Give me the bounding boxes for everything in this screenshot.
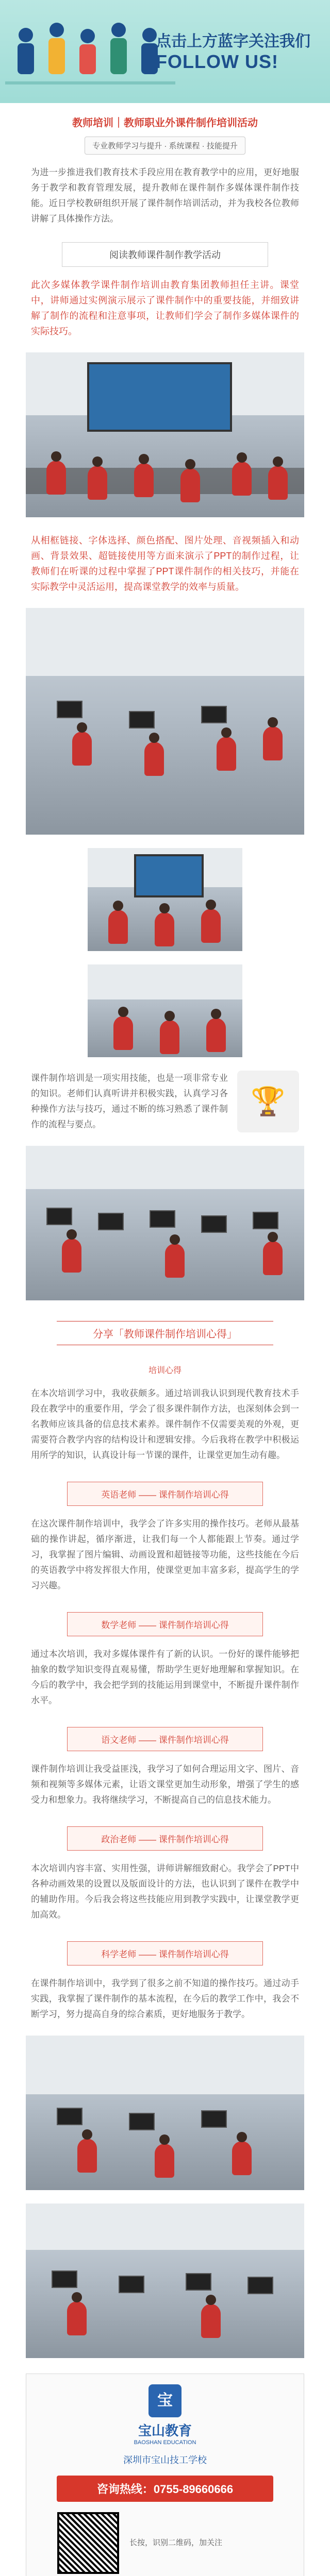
qr-code-icon[interactable] <box>57 2512 119 2574</box>
hotline-banner[interactable]: 咨询热线：0755-89660666 <box>57 2476 273 2502</box>
classroom-photo-3 <box>88 848 242 951</box>
essay-heading-1: 培训心得 <box>148 1366 182 1375</box>
school-contact-card <box>26 2374 304 2576</box>
follow-banner[interactable] <box>0 0 330 103</box>
section1-red-text: 此次多媒体教学课件制作培训由教育集团教师担任主讲。课堂中，讲师通过实例演示展示了课件制作中的重要技能，并细致讲解了制作的流程和注意事项，让教师们学会了制作多媒体课件的实际技巧。 <box>31 280 299 336</box>
essay-paragraph-2: 在这次课件制作培训中，我学会了许多实用的操作技巧。老师从最基础的操作讲起，循序渐进，让我们每一个人都能跟上节奏。通过学习，我掌握了图片编辑、动画设置和超链接等功能，这些技能在今后的英语教学中将发挥很大作用，使课堂更加丰富多彩，提高学生的学习兴趣。 <box>31 1519 299 1590</box>
essay-heading-2: 英语老师 —— 课件制作培训心得 <box>67 1482 263 1506</box>
computer-lab-photo <box>26 1146 304 1300</box>
section3-paragraph: 课件制作培训是一项实用技能，也是一项非常专业的知识。老师们认真听讲并积极实践，认真学习各种操作方法与技巧，通过不断的练习熟悉了课件制作的流程与要点。 <box>31 1073 228 1129</box>
qr-caption: 长按，识别二维码，加关注 <box>129 2538 223 2547</box>
classroom-photo-4 <box>88 964 242 1057</box>
logo-sub: BAOSHAN EDUCATION <box>134 2439 196 2446</box>
essay-paragraph-4: 课件制作培训让我受益匪浅，我学习了如何合理运用文字、图片、音频和视频等多媒体元素，让语文课堂更加生动形象，增强了学生的感受力和想象力。我将继续学习，不断提高自己的信息技术能力。 <box>31 1764 299 1805</box>
essay-paragraph-6: 在课件制作培训中，我学到了很多之前不知道的操作技巧。通过动手实践，我掌握了课件制作的基本流程，在今后的教学工作中，我会不断学习，努力提高自身的综合素质，更好地服务于教学。 <box>31 1978 299 2019</box>
section-title-box: 阅读教师课件制作教学活动 <box>62 242 268 267</box>
share-title: 分享「教师课件制作培训心得」 <box>57 1321 273 1345</box>
banner-subtitle: FOLLOW US! <box>156 51 278 72</box>
essay-paragraph-1: 在本次培训学习中，我收获颇多。通过培训我认识到现代教育技术手段在教学中的重要作用，学会了很多课件制作方法，也深刻体会到一名教师应该具备的信息技术素养。课件制作不仅需要美观的外观，更需要符合教学内容的结构设计和逻辑安排。今后我将在教学中积极运用所学的知识，认真设计每一节课的课件，让课堂更加生动有趣。 <box>31 1388 299 1460</box>
org-name: 深圳市宝山技工学校 <box>123 2455 207 2465</box>
essay-paragraph-3: 通过本次培训，我对多媒体课件有了新的认识。一份好的课件能够把抽象的数学知识变得直观易懂，帮助学生更好地理解和掌握知识。在今后的教学中，我会把学到的技能运用到课堂中，不断提升课件制作水平。 <box>31 1649 299 1705</box>
classroom-photo-1 <box>26 352 304 517</box>
section2-red-text: 从相框链接、字体选择、颜色搭配、图片处理、音视频插入和动画、背景效果、超链接使用等方面来演示了PPT的制作过程，让教师们在听课的过程中掌握了PPT课件制作的相关技巧，并能在实际教学中灵活运用，提高课堂教学的效率与质量。 <box>31 535 299 592</box>
intro-paragraph: 为进一步推进我们教育技术手段应用在教育教学中的应用，更好地服务于教学和教育管理发展，提升教师在课件制作多媒体课件制作技能。近日学校教研组织开展了课件制作培训活动，并为我校各位教师讲解了具体操作方法。 <box>31 167 299 224</box>
trophy-icon: 🏆 <box>237 1071 299 1132</box>
people-illustration <box>5 14 175 97</box>
essay-heading-4: 语文老师 —— 课件制作培训心得 <box>67 1727 263 1751</box>
essay-heading-6: 科学老师 —— 课件制作培训心得 <box>67 1941 263 1965</box>
banner-title: 点击上方蓝字关注我们 <box>156 33 310 50</box>
logo-name: 宝山教育 <box>138 2423 192 2438</box>
essay-heading-3: 数学老师 —— 课件制作培训心得 <box>67 1612 263 1636</box>
logo-mark-icon: 宝 <box>148 2384 182 2417</box>
essay-heading-5: 政治老师 —— 课件制作培训心得 <box>67 1826 263 1851</box>
intro-pill: 专业教师学习与提升 · 系统课程 · 技能提升 <box>85 137 245 155</box>
intro-headline: 教师培训｜教师职业外课件制作培训活动 <box>72 117 258 129</box>
classroom-photo-2 <box>26 608 304 835</box>
school-logo <box>119 2384 211 2446</box>
classroom-photo-6 <box>26 2204 304 2358</box>
essay-paragraph-5: 本次培训内容丰富、实用性强，讲师讲解细致耐心。我学会了PPT中各种动画效果的设置以及版面设计的方法，也认识到了课件在教学中的辅助作用。今后我会将这些技能应用到教学实践中，让课堂教学更加高效。 <box>31 1863 299 1920</box>
classroom-photo-5 <box>26 2036 304 2190</box>
